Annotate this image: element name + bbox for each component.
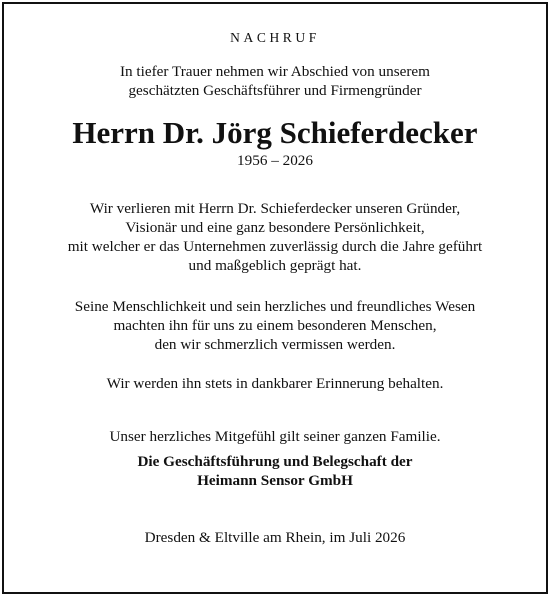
place-date: Dresden & Eltville am Rhein, im Juli 2026 bbox=[144, 529, 406, 546]
signature-company: Heimann Sensor GmbH bbox=[197, 472, 353, 489]
condolence-line: Unser herzliches Mitgefühl gilt seiner ganzen Familie. bbox=[109, 428, 441, 445]
paragraph-2-line-2: machten ihn für uns zu einem besonderen Menschen, bbox=[113, 317, 437, 334]
paragraph-3: Wir werden ihn stets in dankbarer Erinnerung behalten. bbox=[106, 375, 444, 392]
deceased-name: Herrn Dr. Jörg Schieferdecker bbox=[72, 115, 478, 150]
paragraph-2-line-3: den wir schmerzlich vermissen werden. bbox=[154, 336, 396, 353]
signature-line-1: Die Geschäftsführung und Belegschaft der bbox=[137, 453, 413, 470]
paragraph-2-line-1: Seine Menschlichkeit und sein herzliches und freundliches Wesen bbox=[74, 298, 476, 315]
paragraph-1-line-2: Visionär und eine ganz besondere Persönlichkeit, bbox=[125, 219, 425, 236]
intro-line-1: In tiefer Trauer nehmen wir Abschied von unserem bbox=[119, 63, 430, 80]
life-years: 1956 – 2026 bbox=[237, 152, 313, 169]
intro-line-2: geschätzten Geschäftsführer und Firmengründer bbox=[128, 82, 422, 99]
paragraph-1-line-1: Wir verlieren mit Herrn Dr. Schieferdecker unseren Gründer, bbox=[89, 200, 461, 217]
paragraph-1-line-4: und maßgeblich geprägt hat. bbox=[188, 257, 362, 274]
notice-heading: NACHRUF bbox=[230, 30, 320, 45]
paragraph-1-line-3: mit welcher er das Unternehmen zuverlässig durch die Jahre geführt bbox=[67, 238, 483, 255]
